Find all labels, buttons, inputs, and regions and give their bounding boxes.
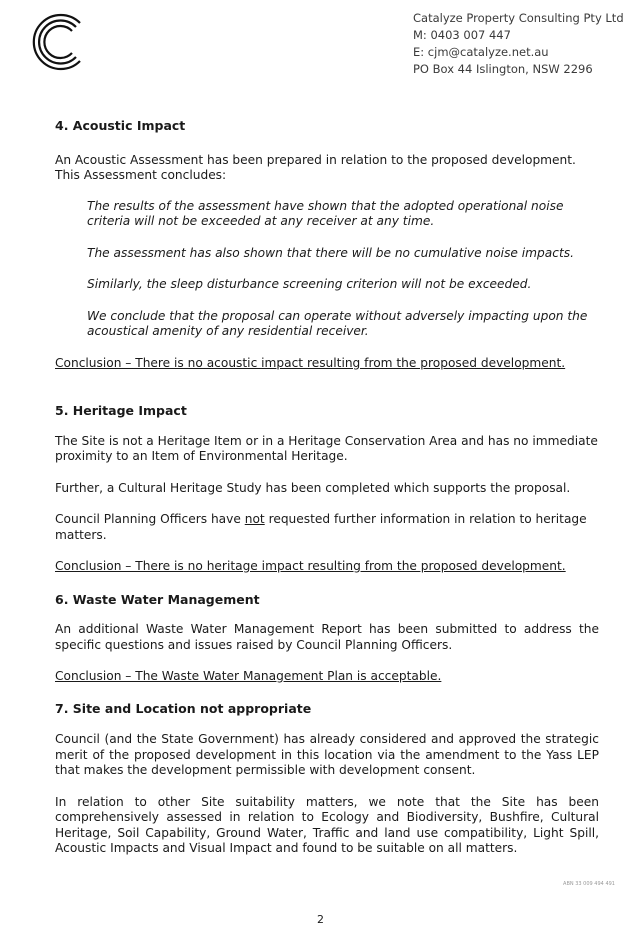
section-heading-site: 7. Site and Location not appropriate [55, 700, 312, 716]
acoustic-quote: We conclude that the proposal can operate without adversely impacting upon the acoustical amenity of any residential receiver. [87, 308, 588, 338]
company-logo [30, 13, 88, 71]
heritage-para: The Site is not a Heritage Item or in a Heritage Conservation Area and has no immediate proximity to an Item of Environmental Heritage. [55, 433, 598, 463]
acoustic-quote: Similarly, the sleep disturbance screening criterion will not be exceeded. [87, 277, 532, 291]
acoustic-conclusion: Conclusion – There is no acoustic impact resulting from the proposed development. [55, 355, 566, 370]
wastewater-conclusion: Conclusion – The Waste Water Management Plan is acceptable. [55, 669, 442, 683]
company-address: PO Box 44 Islington, NSW 2296 [413, 62, 593, 76]
abn-footnote: ABN 33 009 494 491 [563, 881, 615, 887]
page-number: 2 [317, 913, 324, 926]
section-heading-acoustic: 4. Acoustic Impact [55, 118, 186, 133]
company-mobile: M: 0403 007 447 [413, 28, 511, 42]
site-para: In relation to other Site suitability matters, we note that the Site has been comprehensively assessed in relation to Ecology and Biodiversity, Bushfire, Cultural Heritage, Soil Capability, Ground Water, Traffic and land use compatibility, Light Spill, Acoustic Impacts and Visual Impact and found to be suitable on all matters. [55, 794, 599, 855]
company-name: Catalyze Property Consulting Pty Ltd [413, 11, 624, 25]
section-heading-wastewater: 6. Waste Water Management [55, 591, 260, 607]
section-heading-heritage: 5. Heritage Impact [55, 403, 187, 418]
wastewater-para: An additional Waste Water Management Report has been submitted to address the specific questions and issues raised by Council Planning Officers. [55, 622, 599, 652]
heritage-para [55, 512, 599, 543]
heritage-para: Further, a Cultural Heritage Study has been completed which supports the proposal. [55, 480, 571, 495]
document-body [55, 118, 599, 857]
heritage-conclusion: Conclusion – There is no heritage impact resulting from the proposed development. [55, 559, 566, 573]
company-contact-block [413, 10, 624, 78]
heritage-para-text: Council Planning Officers have [55, 512, 245, 526]
site-para: Council (and the State Government) has already considered and approved the strategic merit of the proposed development in this location via the amendment to the Yass LEP that makes the development permissible with development consent. [55, 732, 599, 777]
company-email: E: cjm@catalyze.net.au [413, 45, 549, 59]
heritage-para-emphasis: not [244, 512, 265, 526]
acoustic-intro: An Acoustic Assessment has been prepared in relation to the proposed development. This Assessment concludes: [55, 152, 576, 182]
heritage-para-text: requested further information in relation to heritage matters. [55, 512, 587, 542]
acoustic-quote: The results of the assessment have shown that the adopted operational noise criteria will not be exceeded at any receiver at any time. [87, 198, 564, 228]
acoustic-quote: The assessment has also shown that there will be no cumulative noise impacts. [87, 245, 574, 260]
